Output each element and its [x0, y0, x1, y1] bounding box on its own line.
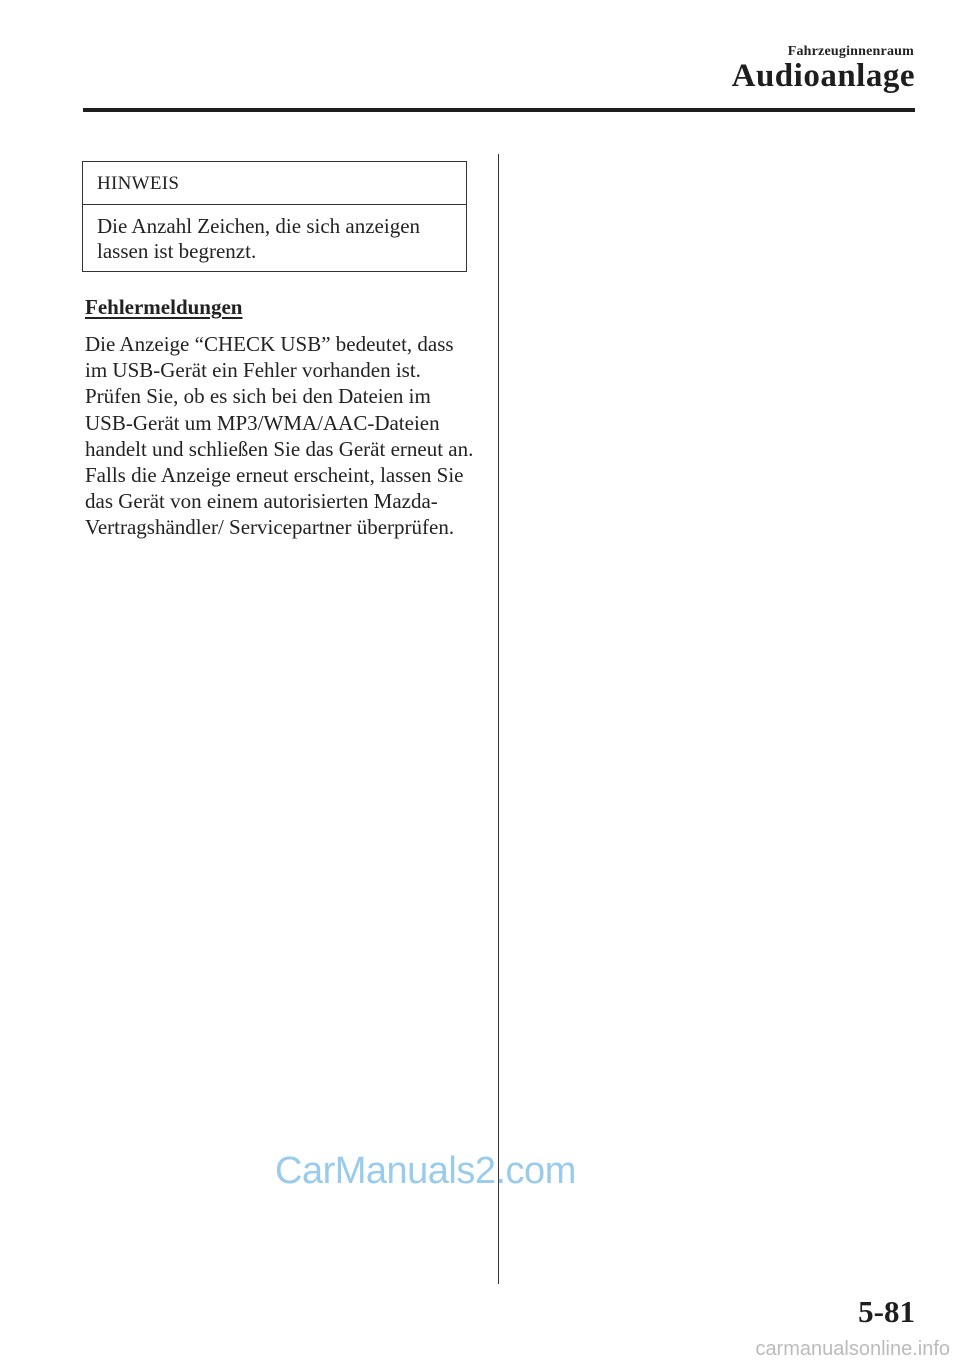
header-divider	[83, 108, 915, 112]
header-section-label: Fahrzeuginnenraum	[787, 44, 914, 59]
watermark-logo: CarManuals2.com	[275, 1150, 576, 1192]
note-body: Die Anzahl Zeichen, die sich anzeigen lassen ist begrenzt.	[97, 214, 421, 263]
note-heading: HINWEIS	[97, 173, 180, 194]
footer-site-link[interactable]: carmanualsonline.info	[755, 1338, 950, 1360]
section-body: Die Anzeige “CHECK USB” bedeutet, dass im USB-Gerät ein Fehler vorhanden ist. Prüfen Sie, ob es sich bei den Dateien im USB-Gerät um MP3/WMA/AAC-Dateien handelt und schließen Sie das Gerät erneut an. Falls die Anzeige erneut erscheint, lassen Sie das Gerät von einem autorisierten Mazda-Vertragshändler/ Servicepartner überprüfen.	[85, 332, 474, 540]
note-box	[82, 161, 467, 272]
page-number: 5-81	[858, 1294, 915, 1329]
column-divider	[498, 154, 499, 1284]
section-heading: Fehlermeldungen	[85, 295, 243, 319]
note-separator	[83, 204, 466, 205]
page-title: Audioanlage	[731, 58, 915, 94]
